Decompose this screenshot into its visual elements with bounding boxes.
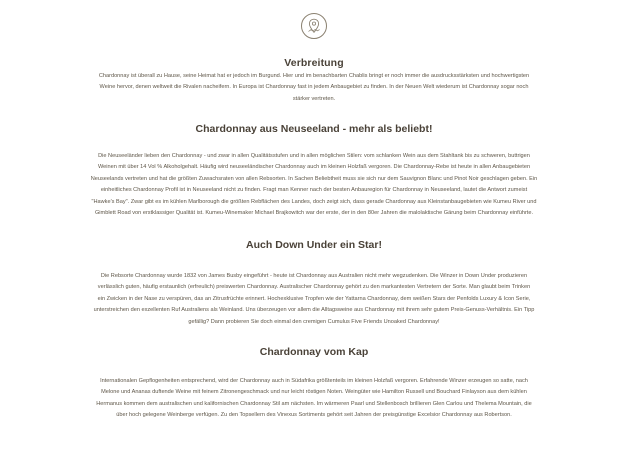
paragraph-line: einheitliches Chardonnay Profil ist in Neuseeland nicht zu finden. Fragt man Kenner nach der besten Anbauregion für Chardonnay in Neuseeland, lautet die Antwort zumeist	[100, 187, 528, 194]
paragraph-line: Weinen mit über 14 Vol % Alkoholgehalt. Häufig wird neuseeländischer Chardonnay auch im kleinen Holzfaß vergoren. Die Chardonnay-Rebe ist heute in allen Anbaugebieten	[97, 164, 531, 171]
paragraph-line: Melone und Ananas duftende Weine mit feinem Zitronengeschmack und nur leicht röstigen Noten. Weingüter wie Hamilton Russell und Bouchard Finlayson aus dem kühlen	[101, 389, 527, 396]
paragraph-line: Weine hervor, denen weltweit die Rivalen nacheifern. In Europa ist Chardonnay fast in jedem Anbaugebiet zu finden. In der Neuen Welt wiederum ist Chardonnay sogar noch	[99, 84, 529, 91]
location-pin-icon	[300, 12, 328, 40]
section-title-down-under: Auch Down Under ein Star!	[246, 239, 382, 251]
section-paragraph-neuseeland	[4, 151, 624, 219]
paragraph-line: Neuseelands vertreten und hat die größten Zuwachsraten von allen Rebsorten. In Sachen Beliebtheit muss sie sich nur dem Sauvignon Blanc und Pinot Noir geschlagen geben. Ein	[90, 175, 538, 182]
paragraph-line: Hermanus kommen dem australischen und kalifornischen Chardonnay Stil am nächsten. Im wärmeren Paarl und Stellenbosch brillieren Glen Carlou und Thelema Mountain, die	[96, 400, 532, 407]
paragraph-line: ein Zwicken in der Nase zu verspüren, das an Zitrusfrüchte erinnert. Hochexklusive Tropfen wie der Yattarna Chardonnay, dem weißen Stars der Penfolds Luxury & Icon Serie,	[97, 295, 531, 302]
paragraph-line: "Hawke's Bay". Zwar gibt es im kühlen Marlborough die größten Rebflächen des Landes, doch zeigt sich, dass gerade Chardonnay aus Kleinstanbaugebieten wie Kumeu River und	[91, 198, 537, 205]
section-paragraph-verbreitung	[4, 71, 624, 105]
section-paragraph-kap	[4, 376, 624, 422]
paragraph-line: Internationalen Gepflogenheiten entsprechend, wird der Chardonnay auch in Südafrika größtenteils im kleinen Holzfaß vergoren. Erfahrende Winzer erzeugen so satte, nach	[100, 378, 528, 384]
paragraph-line: unterstreichen den exzellenten Ruf Australiens als Weinland. Uns überzeugen vor allem die Alltagsweine aus Chardonnay mit ihrem sehr gutem Preis-Genuss-Verhältnis. Ein Tipp	[93, 307, 535, 314]
paragraph-line: gefällig? Dann probieren Sie doch einmal den cremigen Cumulus Five Friends Unoaked Chardonnay!	[188, 318, 440, 325]
section-paragraph-down-under	[4, 271, 624, 328]
paragraph-line: über hoch gelegene Weinberge verfügen. Zu den Topsellern des Vinexus Sortiments gehört seit Jahren der preisgünstige Excelsior Chardonnay aus Robertson.	[116, 412, 512, 419]
section-title-verbreitung: Verbreitung	[284, 57, 344, 69]
section-title-neuseeland: Chardonnay aus Neuseeland - mehr als beliebt!	[195, 123, 433, 135]
paragraph-line: stärker vertreten.	[292, 95, 336, 102]
paragraph-line: verlässlich guten, häufig erstaunlich (erfreulich) preiswerten Chardonnay. Australischer Chardonnay gehört zu den markantesten Vertretern der Sorte. Man glaubt beim Trinken	[97, 284, 531, 291]
paragraph-line: Chardonnay ist überall zu Hause, seine Heimat hat er jedoch im Burgund. Hier und im benachbarten Chablis bringt er noch immer die ausdrucksstärksten und hochwertigsten	[98, 73, 530, 79]
paragraph-line: Die Neuseeländer lieben den Chardonnay - und zwar in allen Qualitätsstufen und in allen möglichen Stilen: vom schlanken Wein aus dem Stahltank bis zu schweren, buttrigen	[98, 153, 530, 159]
section-title-kap: Chardonnay vom Kap	[259, 346, 369, 358]
paragraph-line: Die Rebsorte Chardonnay wurde 1832 von James Busby eingeführt - heute ist Chardonnay aus Australien nicht mehr wegzudenken. Die Winzer in Down Under produzieren	[100, 273, 528, 279]
paragraph-line: Gimblett Road von erstklassiger Qualität ist. Kumeu-Winemaker Michael Brajkowitch war der erste, der in den 80er Jahren die malolaktische Gärung beim Chardonnay einführte.	[94, 210, 534, 217]
